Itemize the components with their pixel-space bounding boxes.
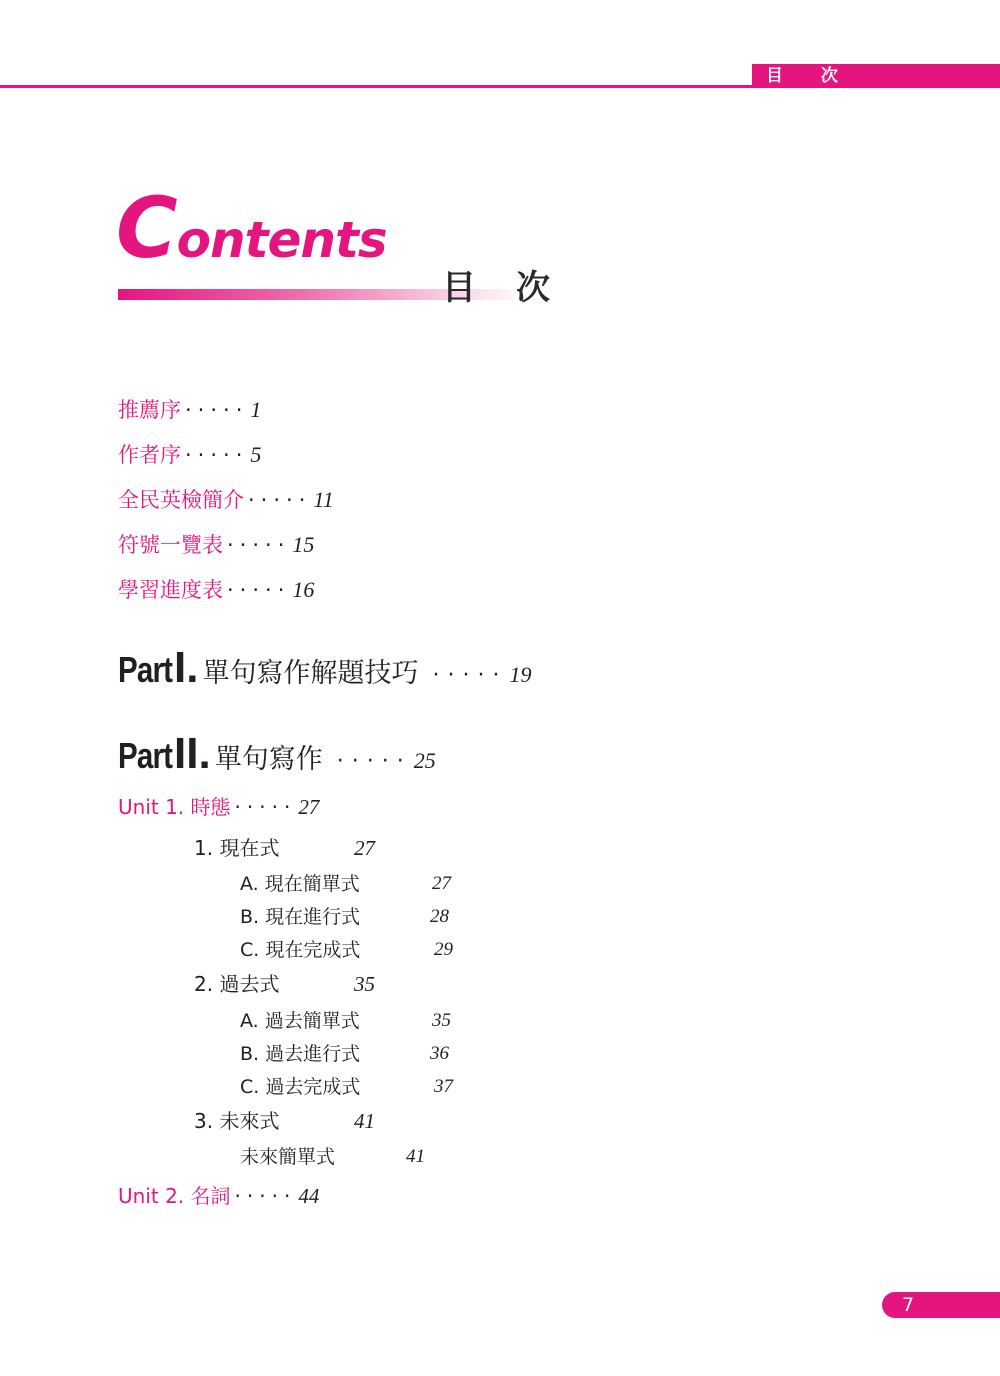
toc-part-1[interactable] (118, 643, 532, 699)
toc-label: A. 現在簡單式 (240, 873, 360, 895)
part-title: 單句寫作 (214, 744, 323, 775)
toc-label: 2. 過去式 (194, 972, 280, 996)
toc-subsection[interactable] (240, 1008, 451, 1034)
toc-label: B. 過去進行式 (240, 1043, 361, 1065)
toc-leader-dots: ····· (185, 443, 249, 467)
toc-section[interactable] (194, 834, 375, 862)
toc-page-number: 28 (430, 906, 449, 927)
toc-subsection[interactable] (240, 1041, 449, 1067)
toc-page-number: 15 (292, 532, 315, 557)
toc-part-2[interactable] (118, 729, 436, 785)
toc-page-number: 44 (298, 1184, 320, 1208)
toc-label: C. 過去完成式 (240, 1076, 361, 1098)
toc-front-item[interactable] (118, 576, 314, 604)
toc-label: 符號一覽表 (118, 533, 223, 557)
part-word: Part (118, 735, 173, 776)
toc-page-number: 1 (250, 397, 262, 422)
section-header-tab (752, 64, 1000, 88)
page-number-tab (882, 1292, 1000, 1318)
part-roman-numeral: II. (174, 729, 211, 778)
contents-subtitle: 目次 (442, 268, 590, 308)
toc-page-number: 35 (354, 972, 375, 996)
toc-subsection[interactable] (240, 937, 453, 963)
toc-label: 作者序 (118, 443, 181, 467)
toc-label: Unit 1. 時態 (118, 795, 231, 819)
contents-title (116, 179, 387, 277)
toc-page-number: 27 (354, 836, 375, 860)
toc-page-number: 5 (250, 442, 262, 467)
toc-front-item[interactable] (118, 531, 314, 559)
toc-page-number: 41 (406, 1146, 425, 1167)
toc-page-number: 19 (509, 662, 532, 687)
page-number: 7 (902, 1294, 915, 1316)
toc-page-number: 27 (298, 795, 320, 819)
toc-front-item[interactable] (118, 396, 261, 424)
toc-label: 全民英檢簡介 (118, 488, 244, 512)
toc-label: B. 現在進行式 (240, 906, 361, 928)
toc-subsection[interactable] (240, 871, 451, 897)
toc-page-number: 27 (432, 873, 451, 894)
contents-title-initial: C (116, 179, 177, 277)
toc-subsection[interactable] (240, 1074, 453, 1100)
toc-page-number: 35 (432, 1010, 451, 1031)
toc-page-number: 16 (292, 577, 315, 602)
toc-page-number: 25 (413, 748, 436, 773)
toc-leader-dots: ····· (227, 533, 291, 557)
toc-leader-dots: ····· (185, 398, 249, 422)
toc-unit-1[interactable] (118, 793, 319, 821)
toc-subsection[interactable] (240, 904, 449, 930)
toc-label: A. 過去簡單式 (240, 1010, 360, 1032)
toc-label: 未來簡單式 (240, 1146, 336, 1168)
part-word: Part (118, 649, 173, 690)
toc-label: 推薦序 (118, 398, 181, 422)
toc-leader-dots: ····· (336, 749, 412, 774)
toc-page-number: 41 (354, 1109, 375, 1133)
toc-page-number: 11 (313, 487, 334, 512)
toc-leader-dots: ····· (234, 795, 297, 819)
part-title: 單句寫作解題技巧 (202, 658, 419, 689)
toc-leader-dots: ····· (432, 663, 508, 688)
toc-page-number: 37 (434, 1076, 453, 1097)
toc-section[interactable] (194, 1107, 375, 1135)
toc-front-item[interactable] (118, 441, 261, 469)
toc-label: C. 現在完成式 (240, 939, 361, 961)
toc-label: 1. 現在式 (194, 836, 280, 860)
toc-label: Unit 2. 名詞 (118, 1184, 231, 1208)
toc-page-number: 36 (430, 1043, 449, 1064)
toc-front-item[interactable] (118, 486, 334, 514)
toc-label: 學習進度表 (118, 578, 223, 602)
toc-leader-dots: ····· (227, 578, 291, 602)
toc-unit-2[interactable] (118, 1182, 319, 1210)
part-roman-numeral: I. (174, 643, 199, 692)
section-header-label: 目 次 (766, 66, 854, 86)
toc-leader-dots: ····· (248, 488, 312, 512)
toc-section[interactable] (194, 970, 375, 998)
contents-title-rest: ontents (176, 211, 387, 269)
toc-subsection[interactable] (240, 1144, 425, 1170)
toc-page-number: 29 (434, 939, 453, 960)
toc-leader-dots: ····· (234, 1184, 297, 1208)
toc-label: 3. 未來式 (194, 1109, 280, 1133)
